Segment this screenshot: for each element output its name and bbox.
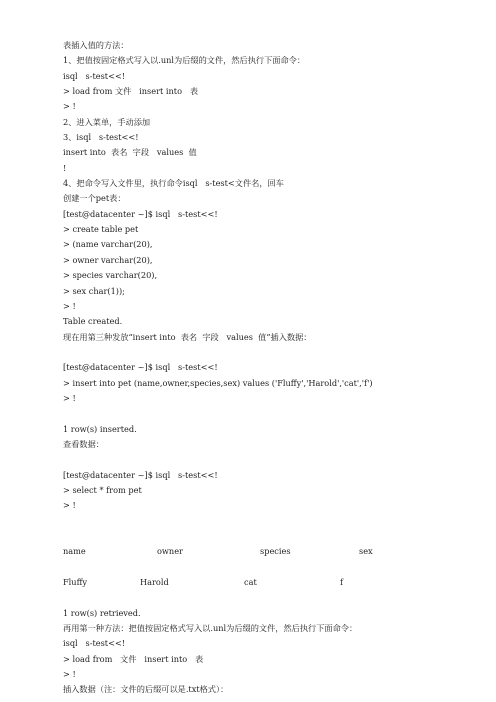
text-line: > select * from pet — [63, 484, 142, 495]
text-line: > owner varchar(20), — [63, 254, 153, 265]
text-line: 3、isql s-test<<! — [63, 132, 139, 143]
document-body — [63, 38, 443, 698]
text-line: 查看数据： — [63, 438, 104, 449]
cell-owner: Harold — [140, 577, 169, 588]
text-line: isql s-test<<! — [63, 638, 126, 649]
text-line: 现在用第三种发放“insert into 表名 字段 values 值”插入数据： — [63, 331, 312, 342]
cell-name: Fluffy — [63, 577, 88, 588]
text-line — [63, 406, 443, 421]
text-line: 1 row(s) inserted. — [63, 423, 137, 434]
text-line: insert into 表名 字段 values 值 — [63, 147, 197, 158]
text-line: [test@datacenter ~]$ isql s-test<<! — [63, 362, 218, 373]
text-line — [63, 452, 443, 467]
text-line: 2、进入菜单，手动添加 — [63, 116, 151, 127]
header-cell-owner: owner — [157, 546, 183, 557]
table-header-row — [63, 544, 443, 559]
header-cell-sex: sex — [359, 546, 373, 557]
text-line: > ! — [63, 500, 76, 511]
text-line: 1、把值按固定格式写入以.unl为后缀的文件，然后执行下面命令： — [63, 55, 306, 66]
text-line — [63, 514, 443, 529]
text-line: 4、把命令写入文件里，执行命令isql s-test<文件名，回车 — [63, 178, 284, 189]
text-line: > (name varchar(20), — [63, 239, 153, 250]
header-cell-species: species — [260, 546, 291, 557]
spacer — [63, 590, 443, 605]
text-line: 再用第一种方法：把值按固定格式写入以.unl为后缀的文件，然后执行下面命令： — [63, 623, 358, 634]
text-line: isql s-test<<! — [63, 70, 126, 81]
text-line — [63, 345, 443, 360]
cell-sex: f — [340, 577, 344, 588]
text-line: > create table pet — [63, 224, 139, 235]
text-line: > ! — [63, 101, 76, 112]
spacer — [63, 529, 443, 544]
text-line: [test@datacenter ~]$ isql s-test<<! — [63, 208, 218, 219]
text-line: > ! — [63, 669, 76, 680]
header-cell-name: name — [63, 546, 86, 557]
text-line: > species varchar(20), — [63, 270, 158, 281]
cell-species: cat — [244, 577, 257, 588]
text-line: 创建一个pet表： — [63, 193, 126, 204]
text-block-followup — [63, 606, 443, 698]
table-row — [63, 575, 443, 590]
text-line: > ! — [63, 392, 76, 403]
spacer — [63, 560, 443, 575]
text-line: > sex char(1)); — [63, 285, 125, 296]
text-line: > load from 文件 insert into 表 — [63, 653, 204, 664]
text-line: 1 row(s) retrieved. — [63, 607, 141, 618]
text-line: > load from 文件 insert into 表 — [63, 86, 199, 97]
text-line: > ! — [63, 300, 76, 311]
text-line: 插入数据（注：文件的后缀可以是.txt格式）： — [63, 684, 229, 695]
text-block-intro — [63, 38, 443, 529]
text-line: ! — [63, 162, 67, 173]
text-line: > insert into pet (name,owner,species,sex) values ('Fluffy','Harold','cat','f') — [63, 377, 373, 388]
text-line: 表插入值的方法： — [63, 40, 129, 50]
text-line: [test@datacenter ~]$ isql s-test<<! — [63, 469, 218, 480]
text-line: Table created. — [63, 316, 123, 327]
